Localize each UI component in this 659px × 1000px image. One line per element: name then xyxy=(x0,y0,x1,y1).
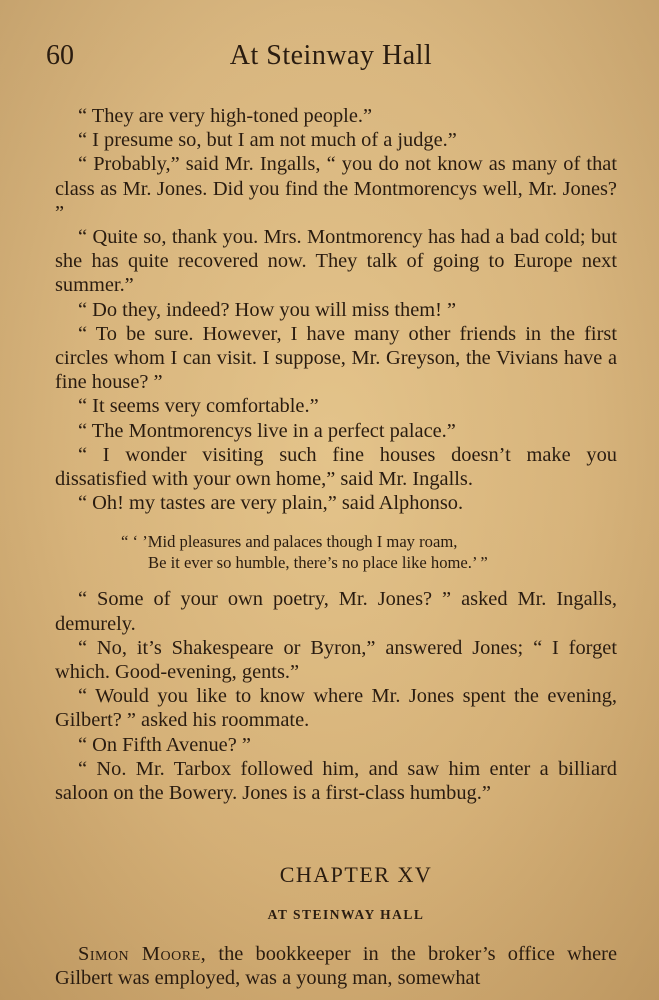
paragraph: “ On Fifth Avenue? ” xyxy=(78,733,251,756)
verse-line: Be it ever so humble, there’s no place like home.’ ” xyxy=(148,553,488,573)
chapter-title: CHAPTER XV xyxy=(279,862,433,888)
page-header xyxy=(46,40,616,80)
paragraph: “ To be sure. However, I have many other friends in the first circles whom I can visit. I suppose, Mr. Greyson, the Vivians have a fine house? ” xyxy=(55,322,617,394)
verse-quote xyxy=(55,531,617,573)
paragraph: “ I wonder visiting such fine houses doesn’t make you dissatisfied with your own home,” said Mr. Ingalls. xyxy=(55,443,617,491)
body-text xyxy=(55,104,617,990)
opening-name: Simon Moore, xyxy=(78,942,207,965)
chapter-subtitle: AT STEINWAY HALL xyxy=(267,907,425,923)
paragraph: “ I presume so, but I am not much of a judge.” xyxy=(78,129,457,152)
paragraph: “ Some of your own poetry, Mr. Jones? ” asked Mr. Ingalls, demurely. xyxy=(55,588,617,635)
paragraph: “ No, it’s Shakespeare or Byron,” answered Jones; “ I forget which. Good-evening, gents.” xyxy=(55,636,617,684)
page-number: 60 xyxy=(46,40,74,71)
opening-text: the bookkeeper in the broker’s office where Gilbert was employed, was a young man, somewhat xyxy=(55,942,617,989)
paragraph: “ Probably,” said Mr. Ingalls, “ you do not know as many of that class as Mr. Jones. Did you find the Montmorencys well, Mr. Jones? ” xyxy=(55,153,617,224)
paragraph: “ It seems very comfortable.” xyxy=(78,395,319,418)
paragraph: “ Oh! my tastes are very plain,” said Alphonso. xyxy=(78,492,464,515)
paragraph: “ The Montmorencys live in a perfect palace.” xyxy=(78,419,456,442)
paragraph: “ No. Mr. Tarbox followed him, and saw him enter a billiard saloon on the Bowery. Jones is a first-class humbug.” xyxy=(55,757,617,805)
chapter-opening-paragraph xyxy=(55,942,617,990)
paragraph: “ Quite so, thank you. Mrs. Montmorency has had a bad cold; but she has quite recovered now. They talk of going to Europe next summer.” xyxy=(55,226,617,297)
verse-line: “ ‘ ’Mid pleasures and palaces though I may roam, xyxy=(121,532,458,552)
paragraph: “ Do they, indeed? How you will miss them! ” xyxy=(78,298,457,321)
paragraph: “ They are very high-toned people.” xyxy=(78,105,373,127)
running-title: At Steinway Hall xyxy=(229,40,433,71)
paragraph: “ Would you like to know where Mr. Jones spent the evening, Gilbert? ” asked his roommate. xyxy=(55,685,617,732)
